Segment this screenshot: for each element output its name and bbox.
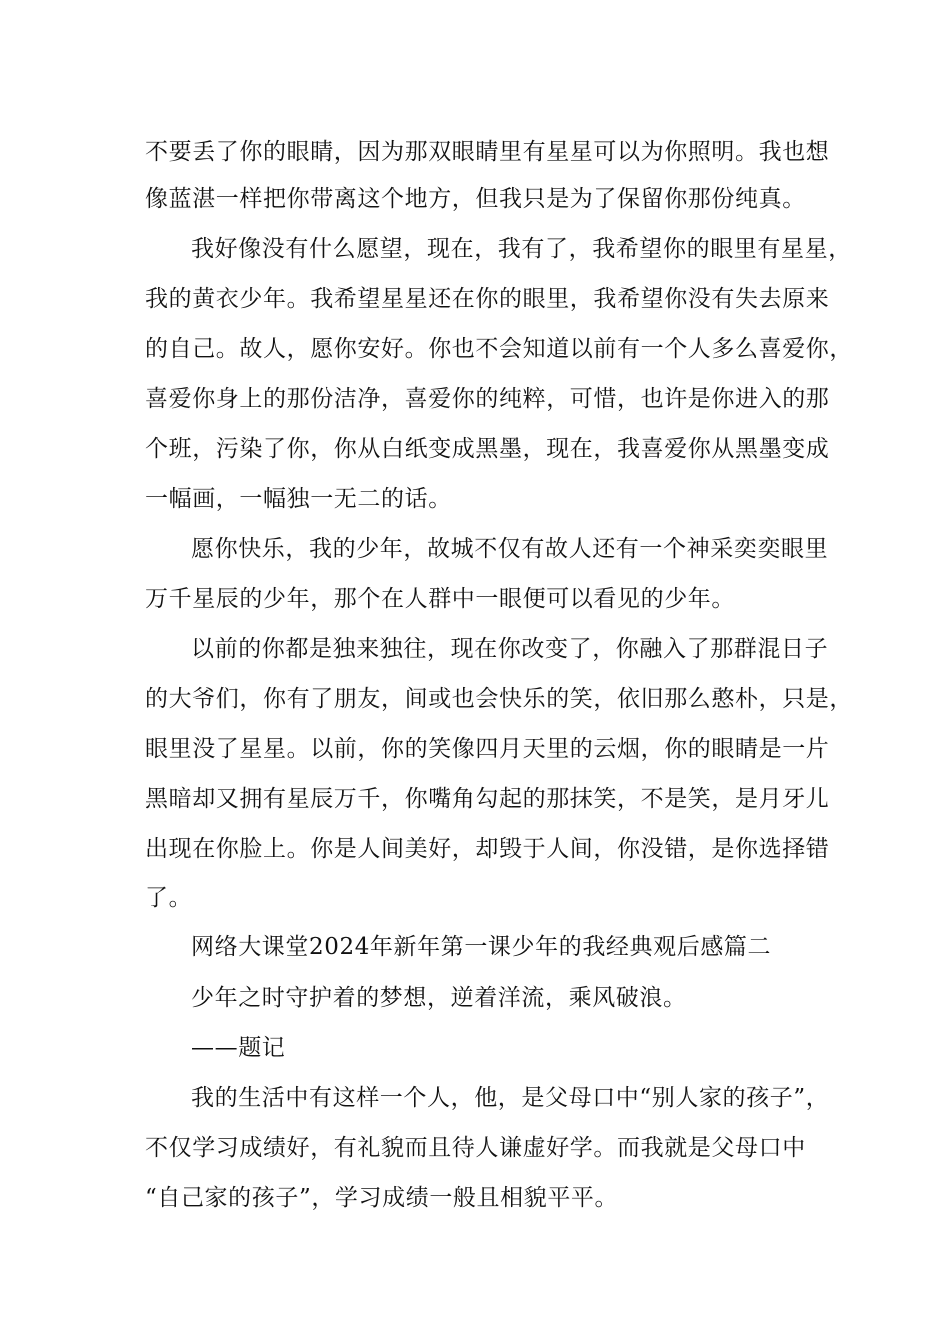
paragraph-start-line: 我好像没有什么愿望，现在，我有了，我希望你的眼里有星星， [191, 236, 852, 262]
paragraph-start-line: 愿你快乐，我的少年，故城不仅有故人还有一个神采奕奕眼里 [191, 536, 829, 562]
text-line: 像蓝湛一样把你带离这个地方，但我只是为了保留你那份纯真。 [145, 186, 806, 212]
text-line: 了。 [145, 885, 193, 911]
text-line: 一幅画，一幅独一无二的话。 [145, 486, 452, 512]
text-line: 喜爱你身上的那份洁净，喜爱你的纯粹，可惜，也许是你进入的那 [145, 386, 830, 412]
text-line: 个班，污染了你，你从白纸变成黑墨，现在，我喜爱你从黑墨变成 [145, 436, 830, 462]
text-line: 出现在你脸上。你是人间美好，却毁于人间，你没错，是你选择错 [145, 836, 830, 862]
text-line: 万千星辰的少年，那个在人群中一眼便可以看见的少年。 [145, 586, 735, 612]
text-line: 的大爷们，你有了朋友，间或也会快乐的笑，依旧那么憨朴，只是， [145, 686, 853, 712]
paragraph-start-line: 我的生活中有这样一个人，他，是父母口中“别人家的孩子”， [191, 1085, 830, 1111]
text-line: 的自己。故人，愿你安好。你也不会知道以前有一个人多么喜爱你， [145, 336, 853, 362]
paragraph-start-line: 以前的你都是独来独往，现在你改变了，你融入了那群混日子 [191, 636, 829, 662]
text-line: 不要丢了你的眼睛，因为那双眼睛里有星星可以为你照明。我也想 [145, 139, 830, 165]
epigraph-line: 少年之时守护着的梦想，逆着洋流，乘风破浪。 [191, 985, 687, 1011]
text-line: “自己家的孩子”，学习成绩一般且相貌平平。 [145, 1185, 619, 1211]
text-line: 不仅学习成绩好，有礼貌而且待人谦虚好学。而我就是父母口中 [145, 1135, 806, 1161]
section-title: 网络大课堂2024年新年第一课少年的我经典观后感篇二 [191, 934, 772, 960]
text-line: 我的黄衣少年。我希望星星还在你的眼里，我希望你没有失去原来 [145, 286, 830, 312]
text-line: 眼里没了星星。以前，你的笑像四月天里的云烟，你的眼睛是一片 [145, 736, 830, 762]
epigraph-attribution: ——题记 [191, 1035, 286, 1061]
text-line: 黑暗却又拥有星辰万千，你嘴角勾起的那抹笑，不是笑，是月牙儿 [145, 786, 830, 812]
